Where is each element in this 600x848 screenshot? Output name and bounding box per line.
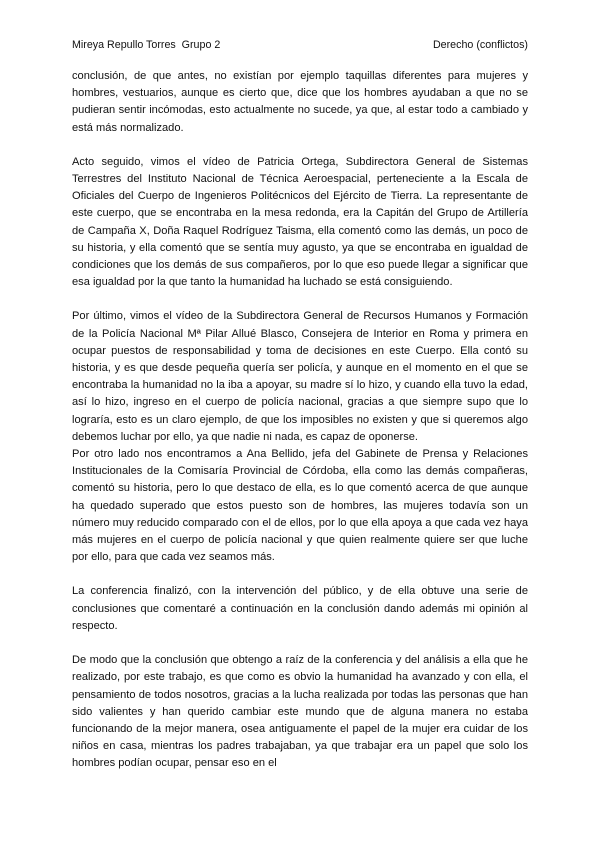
paragraph-spacer <box>72 566 528 583</box>
paragraph-conference-end: La conferencia finalizó, con la intervención del público, y de ella obtuve una serie de conclusiones que comentaré a continuación en la conclusión dando además mi opinión al respecto. <box>72 585 528 632</box>
header-subject: Derecho (conflictos) <box>432 39 528 51</box>
paragraph-conclusion: De modo que la conclusión que obtengo a raíz de la conferencia y del análisis a ella que he realizado, por este trabajo, es que como es obvio la humanidad ha avanzado y con ella, el pensamiento de todos nosotros, gracias a la lucha realizada por todas las personas que han sido valientes y han querido cambiar este mundo que de alguna manera no estaba funcionando de la mejor manera, osea antiguamente el papel de la mujer era cuidar de los niños en casa, mientras los padres trabajaban, ya que trabajar era un papel que solo los hombres podían ocupar, pensar eso en el <box>72 654 528 770</box>
page-header <box>72 38 528 54</box>
paragraph-pilar-allue: Por último, vimos el vídeo de la Subdirectora General de Recursos Humanos y Formación de la Policía Nacional Mª Pilar Allué Blasco, Consejera de Interior en Roma y primera en ocupar puestos de responsabilidad y toma de decisiones en este Cuerpo. Ella contó su historia, y es que desde pequeña quería ser policía, y aunque en el momento en el que se encontraba la humanidad no la iba a apoyar, su madre sí lo hizo, y cuando ella tuvo la edad, así lo hizo, ingreso en el cuerpo de policía nacional, gracias a que siempre supo que lo lograría, esto es un claro ejemplo, de que los imposibles no existen y que si queremos algo debemos luchar por ello, ya que nadie ni nada, es capaz de oponerse. <box>72 310 528 443</box>
document-body <box>72 68 528 773</box>
paragraph-spacer <box>72 291 528 308</box>
paragraph-spacer <box>72 137 528 154</box>
paragraph-ana-bellido: Por otro lado nos encontramos a Ana Bellido, jefa del Gabinete de Prensa y Relaciones Institucionales de la Comisaría Provincial de Córdoba, ella como las demás compañeras, comentó su historia, pero lo que destaco de ella, es lo que comentó acerca de que aunque ha quedado superado que estos puesto son de hombres, las mujeres todavía son un número muy reducido comparado con el de ellos, por lo que ella apoya a que cada vez haya más mujeres en el cuerpo de policía nacional y que quien realmente quiere ser que luche por ello, para que cada vez seamos más. <box>72 448 528 564</box>
header-author-group: Mireya Repullo Torres Grupo 2 <box>72 39 221 51</box>
paragraph-patricia-ortega: Acto seguido, vimos el vídeo de Patricia Ortega, Subdirectora General de Sistemas Terrestres del Instituto Nacional de Técnica Aeroespacial, perteneciente a la Escala de Oficiales del Cuerpo de Ingenieros Politécnicos del Ejército de Tierra. La representante de este cuerpo, que se encontraba en la mesa redonda, era la Capitán del Grupo de Artillería de Campaña X, Doña Raquel Rodríguez Taisma, ella comentó como las demás, un poco de su historia, y ella comentó que se sentía muy agusto, ya que se encontraba en igualdad de condiciones que los demás de sus compañeros, por lo que eso puede llegar a significar que esa igualdad por la que tanto la humanidad ha luchado se está consiguiendo. <box>72 155 528 289</box>
paragraph-continuation: conclusión, de que antes, no existían por ejemplo taquillas diferentes para mujeres y hombres, vestuarios, aunque es cierto que, dice que los hombres ayudaban a que no se pudieran sentir incómodas, esto actualmente no sucede, ya que, al estar todo a cambiado y está más normalizado. <box>72 70 528 134</box>
paragraph-spacer <box>72 635 528 652</box>
